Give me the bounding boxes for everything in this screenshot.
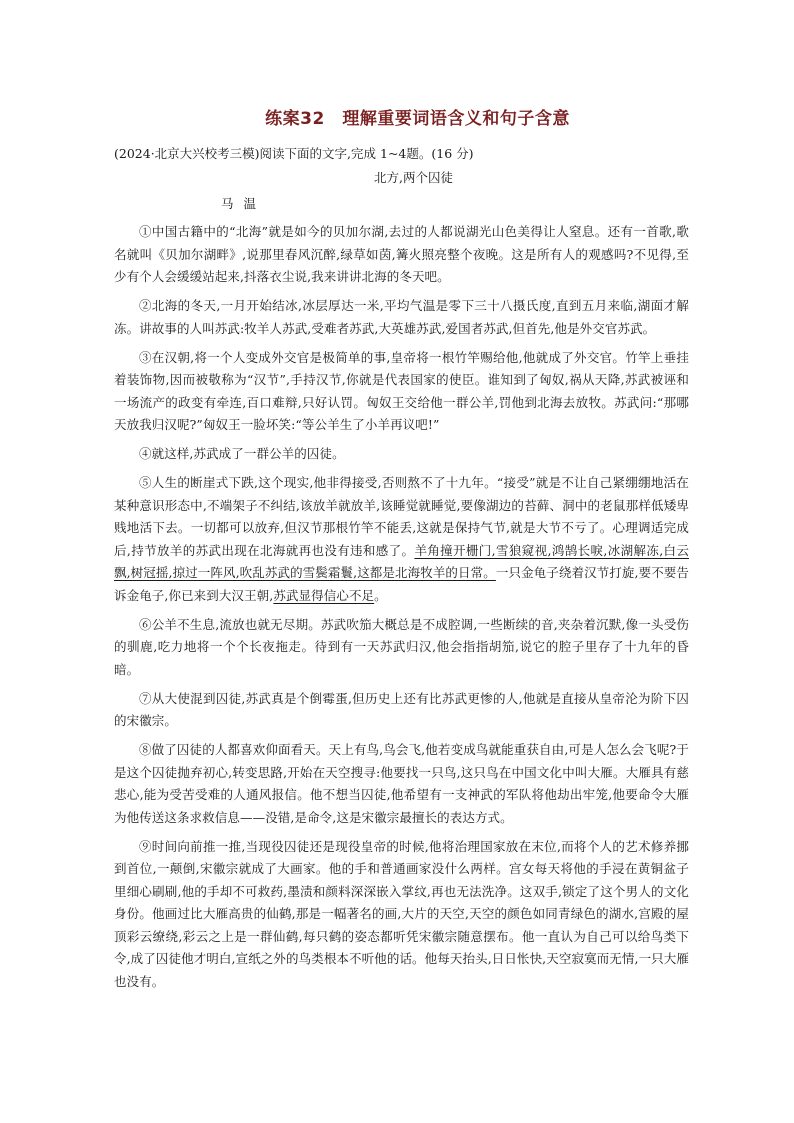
- page-title: 练案32 理解重要词语含义和句子含意: [265, 109, 570, 129]
- paragraph-text: ⑨时间向前推一推,当现役囚徒还是现役皇帝的时候,他将治理国家放在末位,而将个人的艺术修养挪到首位,一颠倒,宋徽宗就成了大画家。他的手和普通画家没什么两样。宫女每天将他的手浸在黄铜盆子里细心刷刷,他的手却不可救药,墨渍和颜料深深嵌入掌纹,再也无法洗净。这双手,锁定了这个男人的文化身份。他画过比大雁高贵的仙鹤,那是一幅著名的画,大片的天空,天空的颜色如同青绿色的湖水,宫殿的屋顶彩云缭绕,彩云之上是一群仙鹤,每只鹤的姿态都听凭宋徽宗随意摆布。他一直认为自己可以给鸟类下令,成了囚徒他才明白,宣纸之外的鸟类根本不听他的话。他每天抬头,日日怅快,天空寂寞而无情,一只大雁也没有。: [114, 838, 689, 989]
- paragraph-text: 。: [374, 587, 387, 603]
- paragraph: [114, 836, 689, 994]
- paragraph-text: ③在汉朝,将一个人变成外交官是极简单的事,皇帝将一根竹竿赐给他,他就成了外交官。竹竿上垂挂着装饰物,因而被敬称为“汉节”,手持汉节,你就是代表国家的使臣。谁知到了匈奴,祸从天降,苏武被诬和一场流产的政变有牵连,百口难辩,只好认罚。匈奴王交给他一群公羊,罚他到北海去放牧。苏武问:“那哪天放我归汉呢?”匈奴王一脸坏笑:“等公羊生了小羊再议吧!”: [114, 349, 689, 432]
- underlined-text: 羊角撞开栅门,雪狼窥视,鸿鹄长唳,冰湖解冻,白云飘,树冠摇,掠过一阵风,吹乱苏武的雪鬓霜鬟,这都是北海牧羊的日常。: [114, 542, 690, 580]
- article-body: [114, 221, 689, 993]
- underlined-text: 苏武显得信心不足: [273, 587, 375, 603]
- paragraph: [114, 614, 689, 682]
- paragraph-text: ⑤人生的断崖式下跌,这个现实,他非得接受,否则熬不了十九年。“接受”就是不让自己紧绷绷地活在某种意识形态中,不端架子不纠结,该放羊就放羊,该睡觉就睡觉,要像湖边的苔藓、洞中的老鼠那样低矮卑贱地活下去。一切都可以放弃,但汉节那根竹竿不能丢,这就是保持气节,就是大节不亏了。心理调适完成后,持节放羊的苏武出现在北海就再也没有违和感了。: [114, 475, 689, 558]
- paragraph-text: ⑧做了囚徒的人都喜欢仰面看天。天上有鸟,鸟会飞,他若变成鸟就能重获自由,可是人怎么会飞呢?于是这个囚徒抛弃初心,转变思路,开始在天空搜寻:他要找一只鸟,这只鸟在中国文化中叫大雁。大雁具有慈悲心,能为受苦受难的人通风报信。他不想当囚徒,他希望有一支神武的军队将他劫出牢笼,他要命令大雁为他传送这条求救信息——没错,是命令,这是宋徽宗最擅长的表达方式。: [114, 742, 689, 825]
- exercise-intro: (2024·北京大兴校考三模)阅读下面的文字,完成 1~4题。(16 分): [114, 146, 474, 161]
- paragraph: [114, 295, 689, 340]
- paragraph: [114, 739, 689, 829]
- article-title: 北方,两个囚徒: [374, 170, 453, 185]
- paragraph-text: ②北海的冬天,一月开始结冰,冰层厚达一米,平均气温是零下三十八摄氏度,直到五月来临,湖面才解冻。讲故事的人叫苏武:牧羊人苏武,受难者苏武,大英雄苏武,爱国者苏武,但首先,他是外交官苏武。: [114, 298, 689, 336]
- paragraph-text: ⑦从大使混到囚徒,苏武真是个倒霉蛋,但历史上还有比苏武更惨的人,他就是直接从皇帝沦为阶下囚的宋徽宗。: [114, 690, 689, 728]
- article-author: 马温: [221, 196, 267, 211]
- paragraph: [114, 688, 689, 733]
- paragraph-text: ④就这样,苏武成了一群公羊的囚徒。: [139, 446, 345, 461]
- paragraph-text: ①中国古籍中的“北海”就是如今的贝加尔湖,去过的人都说湖光山色美得让人窒息。还有一首歌,歌名就叫《贝加尔湖畔》,说那里春风沉醉,绿草如茵,篝火照亮整个夜晚。这是所有人的观感吗?不见得,至少有个人会缓缓站起来,抖落衣尘说,我来讲讲北海的冬天吧。: [114, 224, 689, 284]
- paragraph: [114, 443, 689, 466]
- paragraph-text: 一只金龟子绕着汉节打旋,要不要告诉金龟子,你已来到大汉王朝,: [114, 565, 690, 603]
- paragraph-text: ⑥公羊不生息,流放也就无尽期。苏武吹笳大概总是不成腔调,一些断续的音,夹杂着沉默,像一头受伤的驯鹿,吃力地将一个个长夜拖走。待到有一天苏武归汉,他会指指胡笳,说它的腔子里存了十九年的昏暗。: [114, 616, 689, 677]
- paragraph: [114, 472, 689, 607]
- paragraph: [114, 347, 689, 437]
- paragraph: [114, 221, 689, 289]
